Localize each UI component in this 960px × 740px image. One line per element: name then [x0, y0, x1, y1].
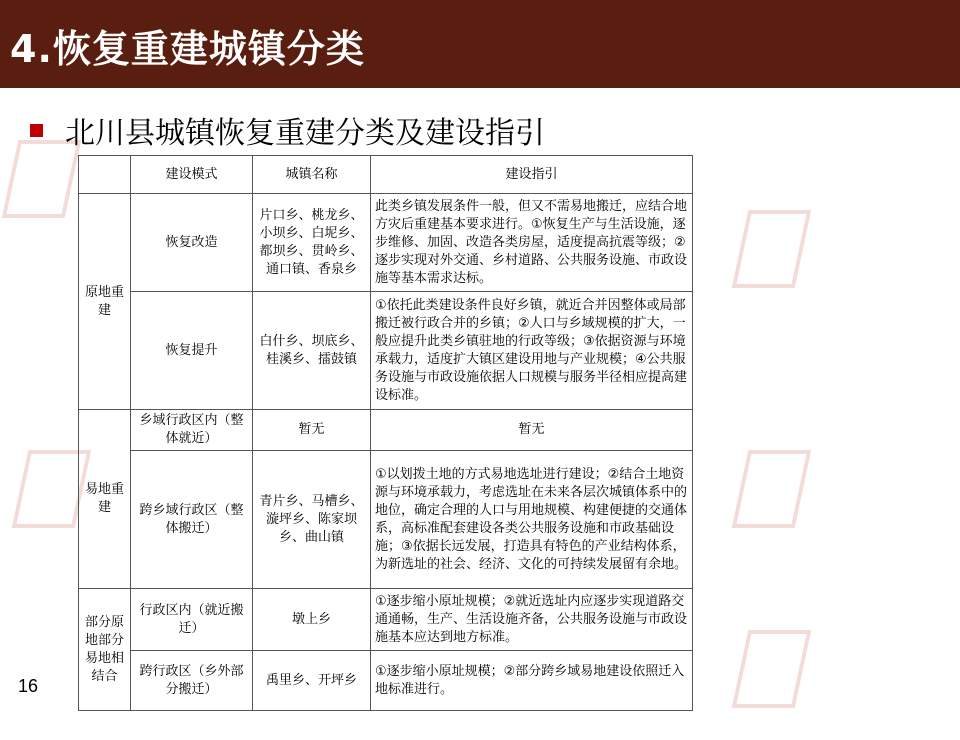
header-cell: 建设指引 [371, 156, 693, 194]
table-row [79, 589, 693, 651]
guide-cell: ①逐步缩小原址规模；②就近选址内应逐步实现道路交通通畅，生产、生活设施齐备，公共服务设施与市政设施基本应达到地方标准。 [371, 589, 693, 651]
table-header-row [79, 156, 693, 194]
table-row [79, 194, 693, 292]
mode-cell: 恢复提升 [131, 292, 253, 410]
guidance-table [78, 155, 693, 711]
watermark-logo [740, 180, 900, 320]
guide-cell: 暂无 [371, 410, 693, 451]
towns-cell: 白什乡、坝底乡、桂溪乡、擂鼓镇 [253, 292, 371, 410]
mode-cell: 行政区内（就近搬迁） [131, 589, 253, 651]
page-title: 4.恢复重建城镇分类 [10, 27, 365, 71]
guide-cell: 此类乡镇发展条件一般，但又不需易地搬迁，应结合地方灾后重建基本要求进行。①恢复生产与生活设施，逐步维修、加固、改造各类房屋，适度提高抗震等级；②逐步实现对外交通、乡村道路、公共服务设施、市政设施等基本需求达标。 [371, 194, 693, 292]
towns-cell: 青片乡、马槽乡、漩坪乡、陈家坝乡、曲山镇 [253, 451, 371, 589]
towns-cell: 片口乡、桃龙乡、小坝乡、白坭乡、都坝乡、贯岭乡、通口镇、香泉乡 [253, 194, 371, 292]
subtitle-row [30, 108, 545, 152]
group-cell: 部分原地部分易地相结合 [79, 589, 131, 711]
towns-cell: 墩上乡 [253, 589, 371, 651]
mode-cell: 跨乡域行政区（整体搬迁） [131, 451, 253, 589]
subtitle: 北川县城镇恢复重建分类及建设指引 [65, 116, 545, 151]
table-row [79, 292, 693, 410]
header-cell: 城镇名称 [253, 156, 371, 194]
towns-cell: 禹里乡、开坪乡 [253, 651, 371, 711]
mode-cell: 跨行政区（乡外部分搬迁） [131, 651, 253, 711]
bullet-icon [30, 124, 43, 137]
page-number: 16 [18, 676, 39, 696]
towns-cell: 暂无 [253, 410, 371, 451]
group-cell: 易地重建 [79, 410, 131, 589]
watermark-logo [740, 420, 900, 560]
table-row [79, 451, 693, 589]
mode-cell: 乡域行政区内（整体就近） [131, 410, 253, 451]
guide-cell: ①以划拨土地的方式易地选址进行建设；②结合土地资源与环境承载力，考虑选址在未来各层次城镇体系中的地位，确定合理的人口与用地规模、构建便捷的交通体系，高标准配套建设各类公共服务设施和市政基础设施；③依据长远发展，打造具有特色的产业结构体系，为新选址的社会、经济、文化的可持续发展留有余地。 [371, 451, 693, 589]
guide-cell: ①逐步缩小原址规模；②部分跨乡域易地建设依照迁入地标准进行。 [371, 651, 693, 711]
header-cell [79, 156, 131, 194]
header-cell: 建设模式 [131, 156, 253, 194]
title-bar [0, 0, 960, 88]
group-cell: 原地重建 [79, 194, 131, 410]
guide-cell: ①依托此类建设条件良好乡镇，就近合并因整体或局部搬迁被行政合并的乡镇；②人口与乡域规模的扩大，一般应提升此类乡镇驻地的行政等级；③依据资源与环境承载力，适度扩大镇区建设用地与产业规模；④公共服务设施与市政设施依据人口规模与服务半径相应提高建设标准。 [371, 292, 693, 410]
table-row [79, 651, 693, 711]
table-row [79, 410, 693, 451]
mode-cell: 恢复改造 [131, 194, 253, 292]
watermark-logo [740, 600, 900, 740]
